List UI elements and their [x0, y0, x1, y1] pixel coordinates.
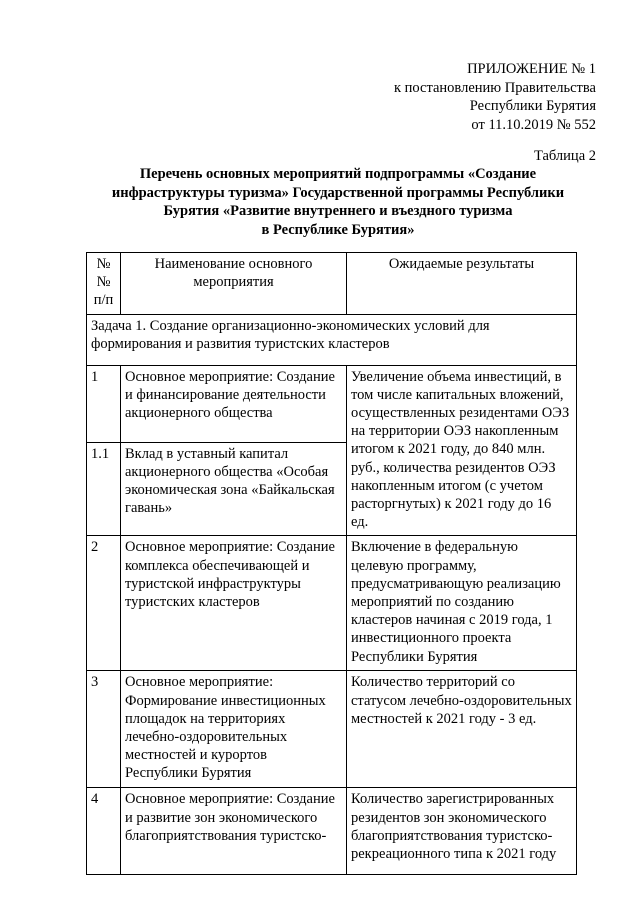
row-name: Основное мероприятие: Создание комплекса обеспечивающей и туристской инфраструктуры туристских кластеров — [121, 536, 347, 671]
row-num: 4 — [87, 788, 121, 875]
table-header-row — [87, 253, 577, 315]
header-num: №№ п/п — [87, 253, 121, 315]
row-result: Количество территорий со статусом лечебно-оздоровительных местностей к 2021 году - 3 ед. — [347, 671, 577, 788]
table-row — [87, 788, 577, 875]
document-title — [88, 165, 588, 239]
table-row — [87, 536, 577, 671]
approval-line-3: Республики Бурятия — [469, 98, 596, 114]
table-row — [87, 671, 577, 788]
row-name: Основное мероприятие: Создание и развитие зон экономического благоприятствования туристско- — [121, 788, 347, 875]
approval-line-2: к постановлению Правительства — [394, 79, 596, 96]
header-name: Наименование основного мероприятия — [121, 253, 347, 315]
title-line-3: Бурятия «Развитие внутреннего и въездного туризма — [163, 203, 513, 219]
row-name: Основное мероприятие: Создание и финансирование деятельности акционерного общества — [121, 365, 347, 442]
approval-block — [394, 60, 596, 134]
row-num: 1 — [87, 365, 121, 442]
row-num: 2 — [87, 536, 121, 671]
row-result: Количество зарегистрированных резидентов зон экономического благоприятствования туристско-рекреационного типа к 2021 году — [347, 788, 577, 875]
header-result: Ожидаемые результаты — [347, 253, 577, 315]
title-line-1: Перечень основных мероприятий подпрограммы «Создание — [139, 166, 537, 182]
row-name: Вклад в уставный капитал акционерного общества «Особая экономическая зона «Байкальская гавань» — [121, 442, 347, 536]
row-result: Включение в федеральную целевую программу, предусматривающую реализацию мероприятий по созданию кластеров начиная с 2019 года, 1 инвестиционного проекта Республики Бурятия — [347, 536, 577, 671]
measures-table — [86, 252, 577, 875]
approval-line-4: от 11.10.2019 № 552 — [471, 116, 596, 133]
approval-line-1: ПРИЛОЖЕНИЕ № 1 — [467, 61, 596, 77]
task-1: Задача 1. Создание организационно-экономических условий для формирования и развития туристских кластеров — [87, 314, 577, 365]
table-row — [87, 365, 577, 442]
title-line-4: в Республике Бурятия» — [261, 221, 415, 238]
row-name: Основное мероприятие: Формирование инвестиционных площадок на территориях лечебно-оздоровительных местностей и курортов Республики Бурятия — [121, 671, 347, 788]
row-num: 1.1 — [87, 442, 121, 536]
table-number: Таблица 2 — [533, 148, 596, 164]
title-line-2: инфраструктуры туризма» Государственной программы Республики — [111, 184, 565, 201]
row-result: Увеличение объема инвестиций, в том числе капитальных вложений, осуществленных резидентами ОЭЗ на территории ОЭЗ накопленным итогом к 2021 году, до 840 млн. руб., количества резидентов ОЭЗ накопленным итогом (с учетом расторгнутых) к 2021 году до 16 ед. — [347, 365, 577, 536]
task-row — [87, 314, 577, 365]
row-num: 3 — [87, 671, 121, 788]
